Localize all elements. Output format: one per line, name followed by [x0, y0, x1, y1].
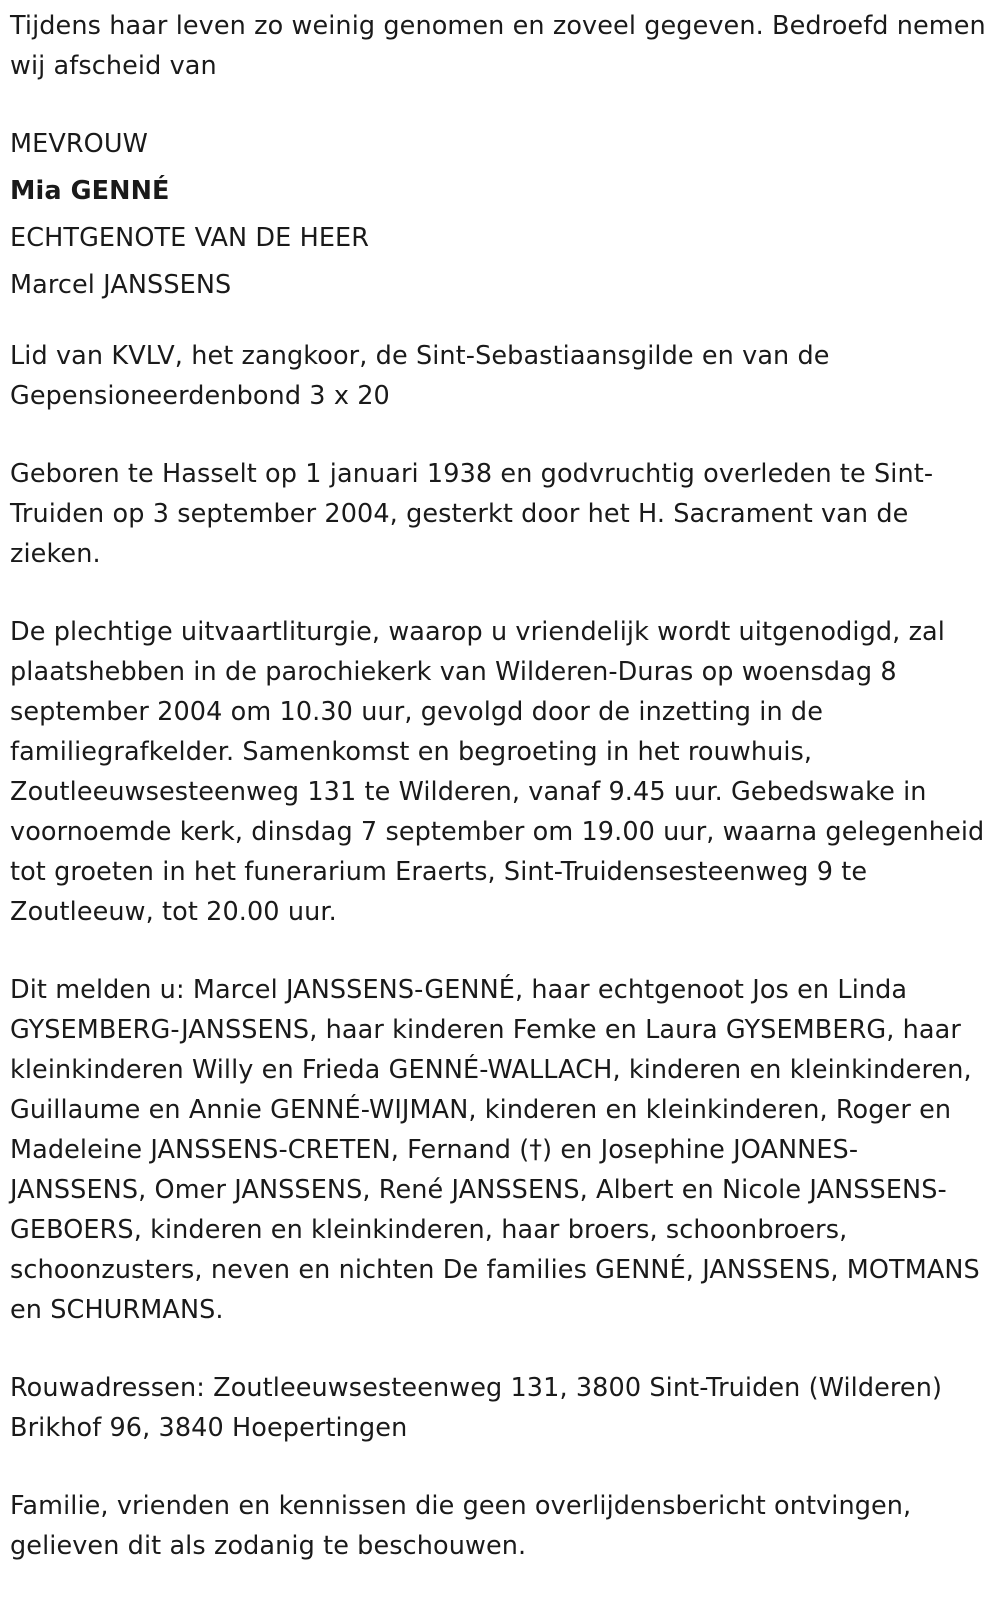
mourning-addresses [10, 1368, 990, 1448]
birth-death-text: Geboren te Hasselt op 1 januari 1938 en godvruchtig overleden te Sint-Truiden op 3 september 2004, gesterkt door het H. Sacrament van de zieken. [10, 459, 934, 569]
announcers-text: Dit melden u: Marcel JANSSENS-GENNÉ, haar echtgenoot Jos en Linda GYSEMBERG-JANSSENS, haar kinderen Femke en Laura GYSEMBERG, haar kleinkinderen Willy en Frieda GENNÉ-WALLACH, kinderen en kleinkinderen, Guillaume en Annie GENNÉ-WIJMAN, kinderen en kleinkinderen, Roger en Madeleine JANSSENS-CRETEN, Fernand (†) en Josephine JOANNES-JANSSENS, Omer JANSSENS, René JANSSENS, Albert en Nicole JANSSENS-GEBOERS, kinderen en kleinkinderen, haar broers, schoonbroers, schoonzusters, neven en nichten De families GENNÉ, JANSSENS, MOTMANS en SCHURMANS. [10, 975, 980, 1325]
intro-text: Tijdens haar leven zo weinig genomen en zoveel gegeven. Bedroefd nemen wij afscheid van [10, 11, 986, 81]
funeral-details-text: De plechtige uitvaartliturgie, waarop u vriendelijk wordt uitgenodigd, zal plaatshebben in de parochiekerk van Wilderen-Duras op woensdag 8 september 2004 om 10.30 uur, gevolgd door de inzetting in de familiegrafkelder. Samenkomst en begroeting in het rouwhuis, Zoutleeuwsesteenweg 131 te Wilderen, vanaf 9.45 uur. Gebedswake in voornoemde kerk, dinsdag 7 september om 19.00 uur, waarna gelegenheid tot groeten in het funerarium Eraerts, Sint-Truidensesteenweg 9 te Zoutleeuw, tot 20.00 uur. [10, 617, 985, 927]
address-line-1: Rouwadressen: Zoutleeuwsesteenweg 131, 3800 Sint-Truiden (Wilderen) [10, 1373, 943, 1403]
honorific: MEVROUW [10, 129, 148, 159]
deceased-title-block [10, 124, 990, 305]
deceased-name: Mia GENNÉ [10, 176, 170, 206]
spouse-name: Marcel JANSSENS [10, 270, 232, 300]
closing-text: Familie, vrienden en kennissen die geen overlijdensbericht ontvingen, gelieven dit als zodanig te beschouwen. [10, 1491, 912, 1561]
address-line-2: Brikhof 96, 3840 Hoepertingen [10, 1413, 408, 1443]
relation-label: ECHTGENOTE VAN DE HEER [10, 223, 370, 253]
membership-text: Lid van KVLV, het zangkoor, de Sint-Sebastiaansgilde en van de Gepensioneerdenbond 3 x 20 [10, 341, 830, 411]
